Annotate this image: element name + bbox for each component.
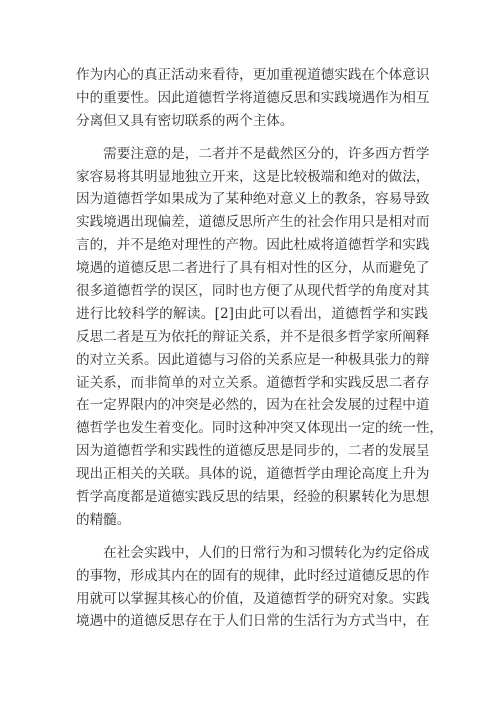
text-line: 的事物，形成其内在的固有的规律，此时经过道德反思的作	[76, 567, 430, 584]
paragraph-gap	[76, 532, 428, 542]
body-text	[76, 64, 444, 633]
text-line: 在社会实践中，人们的日常行为和习惯转化为约定俗成	[76, 544, 430, 561]
text-line: 作为内心的真正活动来看待，更加重视道德实践在个体意识	[76, 67, 430, 83]
text-line: 的对立关系。因此道德与习俗的关系应是一种极具张力的辩	[76, 351, 430, 368]
text-line: 用就可以掌握其核心的价值，及道德哲学的研究对象。实践	[76, 590, 430, 607]
paragraph-gap	[76, 133, 428, 143]
text-line: 很多道德哲学的误区，同时也方便了从现代哲学的角度对其	[76, 283, 430, 300]
text-line: 境遇中的道德反思存在于人们日常的生活行为方式当中，在	[76, 613, 430, 630]
text-line: 家容易将其明显地独立开来，这是比较极端和绝对的做法，	[76, 168, 430, 185]
text-line: 实践境遇出现偏差，道德反思所产生的社会作用只是相对而	[76, 214, 430, 231]
text-line: 境遇的道德反思二者进行了具有相对性的区分，从而避免了	[76, 260, 430, 277]
text-line: 德哲学也发生着变化。同时这种冲突又体现出一定的统一性，	[76, 420, 444, 437]
paragraph	[76, 143, 444, 532]
text-line: 现出正相关的关联。具体的说，道德哲学由理论高度上升为	[76, 466, 430, 483]
text-line: 因为道德哲学如果成为了某种绝对意义上的教条，容易导致	[76, 191, 430, 208]
paragraph	[76, 64, 428, 133]
text-line: 进行比较科学的解读。[2]由此可以看出，道德哲学和实践	[76, 305, 428, 322]
text-line: 哲学高度都是道德实践反思的结果，经验的积累转化为思想	[76, 489, 430, 506]
text-line: 反思二者是互为依托的辩证关系，并不是很多哲学家所阐释	[76, 328, 430, 345]
text-line: 需要注意的是，二者并不是截然区分的，许多西方哲学	[76, 145, 430, 162]
text-line: 分离但又具有密切联系的两个主体。	[76, 112, 294, 129]
text-line: 中的重要性。因此道德哲学将道德反思和实践境遇作为相互	[76, 89, 430, 106]
text-line: 在一定界限内的冲突是必然的，因为在社会发展的过程中道	[76, 397, 430, 414]
text-line: 因为道德哲学和实践性的道德反思是同步的，二者的发展呈	[76, 443, 430, 460]
text-line: 证关系，而非简单的对立关系。道德哲学和实践反思二者存	[76, 374, 430, 391]
paragraph	[76, 542, 428, 634]
text-line: 言的，并不是绝对理性的产物。因此杜威将道德哲学和实践	[76, 237, 430, 254]
text-line: 的精髓。	[76, 511, 131, 528]
